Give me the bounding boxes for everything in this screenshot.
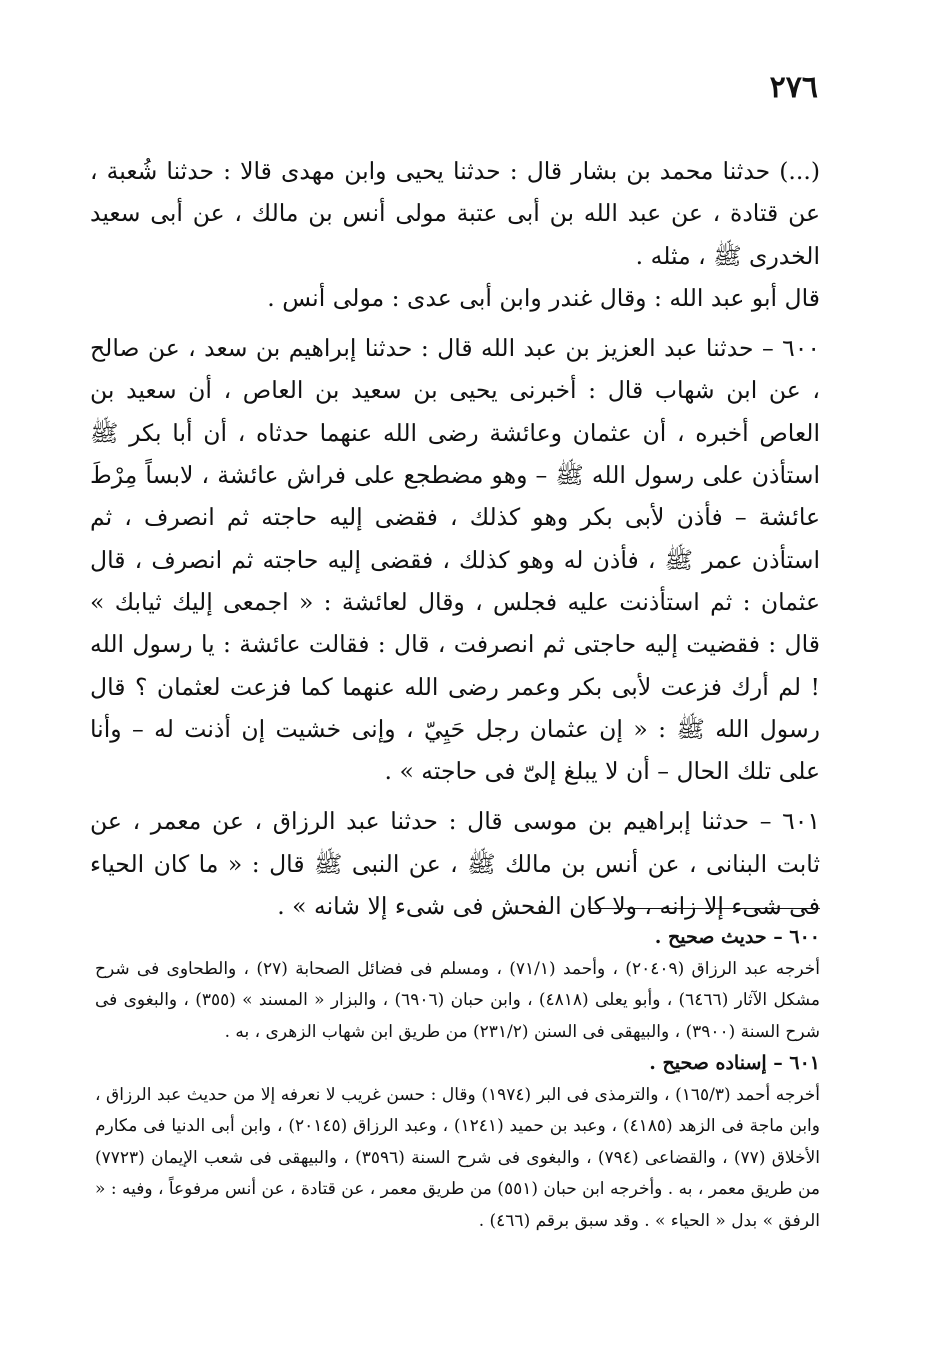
page-number: ٢٧٦	[769, 70, 818, 105]
footnote-600-heading: ٦٠٠ – حديث صحيح .	[654, 926, 820, 948]
footnote-600-text: أخرجه عبد الرزاق (٢٠٤٠٩) ، وأحمد (٧١/١) ، ومسلم فى فضائل الصحابة (٢٧) ، والطحاوى فى شرح مشكل الآثار (٦٤٦٦) ، وأبو يعلى (٤٨١٨) ، وابن حبان (٦٩٠٦) ، والبزار « المسند » (٣٥٥) ، والبغوى فى شرح السنة (٣٩٠٠) ، والبيهقى فى السنن (٢٣١/٢) من طريق ابن شهاب الزهرى ، به .	[95, 958, 821, 1042]
hadith-601-paragraph: ٦٠١ – حدثنا إبراهيم بن موسى قال : حدثنا عبد الرزاق ، عن معمر ، عن ثابت البنانى ، عن أنس بن مالك ﷺ ، عن النبى ﷺ قال : « ما كان الحياء فى شىء إلا زانه ، ولا كان الفحش فى شىء إلا شانه » .	[90, 807, 820, 921]
footnote-601-text: أخرجه أحمد (١٦٥/٣) ، والترمذى فى البر (١٩٧٤) وقال : حسن غريب لا نعرفه إلا من حديث عبد الرزاق ، وابن ماجة فى الزهد (٤١٨٥) ، وعبد بن حميد (١٢٤١) ، وعبد الرزاق (٢٠١٤٥) ، وابن أبى الدنيا فى مكارم الأخلاق (٧٧) ، والقضاعى (٧٩٤) ، والبغوى فى شرح السنة (٣٥٩٦) ، والبيهقى فى شعب الإيمان (٧٧٢٣) من طريق معمر ، به . وأخرجه ابن حبان (٥٥١) من طريق معمر ، عن قتادة ، عن أنس مرفوعاً ، وفيه : « الرفق » بدل « الحياء » . وقد سبق برقم (٤٦٦) .	[95, 1084, 821, 1231]
footnote-601-heading: ٦٠١ – إسناده صحيح .	[649, 1052, 820, 1074]
footnotes	[95, 922, 820, 1237]
narrator-note-paragraph: قال أبو عبد الله : وقال غندر وابن أبى عدى : مولى أنس .	[267, 283, 820, 312]
hadith-600-paragraph: ٦٠٠ – حدثنا عبد العزيز بن عبد الله قال : حدثنا إبراهيم بن سعد ، عن صالح ، عن ابن شهاب قال : أخبرنى يحيى بن سعيد بن العاص ، أن سعيد بن العاص أخبره ، أن عثمان وعائشة رضى الله عنهما حدثاه ، أن أبا بكر ﷺ استأذن على رسول الله ﷺ – وهو مضطجع على فراش عائشة ، لابساً مِرْطَ عائشة – فأذن لأبى بكر وهو كذلك ، فقضى إليه حاجته ثم انصرف ، ثم استأذن عمر ﷺ ، فأذن له وهو كذلك ، فقضى إليه حاجته ثم انصرف ، قال عثمان : ثم استأذنت عليه فجلس ، وقال لعائشة : « اجمعى إليك ثيابك » قال : فقضيت إليه حاجتى ثم انصرفت ، قال : فقالت عائشة : يا رسول الله ! لم أرك فزعت لأبى بكر وعمر رضى الله عنهما كما فزعت لعثمان ؟ قال رسول الله ﷺ : « إن عثمان رجل حَيِيّ ، وإنى خشيت إن أذنت له – وأنا على تلك الحال – أن لا يبلغ إلىّ فى حاجته » .	[90, 334, 820, 786]
footnote-divider	[588, 908, 820, 909]
hadith-chain-paragraph: (...) حدثنا محمد بن بشار قال : حدثنا يحيى وابن مهدى قالا : حدثنا شُعبة ، عن قتادة ، عن عبد الله بن أبى عتبة مولى أنس بن مالك ، عن أبى سعيد الخدرى ﷺ ، مثله .	[90, 157, 820, 270]
main-text	[90, 150, 820, 927]
